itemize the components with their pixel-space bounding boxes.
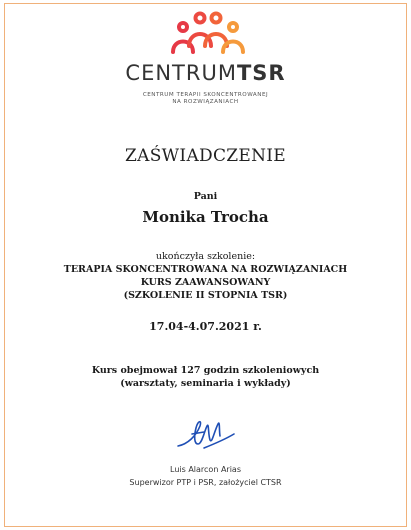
course-title-line1: TERAPIA SKONCENTROWANA NA ROZWIĄZANIACH xyxy=(63,264,348,275)
people-logo-icon xyxy=(170,8,246,58)
handwritten-signature xyxy=(174,414,238,454)
brand-name-light: CENTRUM xyxy=(125,61,237,85)
course-dates: 17.04-4.07.2021 r. xyxy=(149,320,262,333)
certificate-title: ZAŚWIADCZENIE xyxy=(125,146,286,166)
course-title-line3: (SZKOLENIE II STOPNIA TSR) xyxy=(123,290,288,301)
course-title-line2: KURS ZAAWANSOWANY xyxy=(140,277,271,288)
salutation: Pani xyxy=(193,191,218,202)
brand-subtitle-line1: CENTRUM TERAPII SKONCENTROWANEJ xyxy=(142,92,269,98)
course-hours-line2: (warsztaty, seminaria i wykłady) xyxy=(120,378,291,389)
completed-text: ukończyła szkolenie: xyxy=(155,251,256,262)
brand-subtitle-line2: NA ROZWIĄZANIACH xyxy=(172,99,239,105)
signatory-role: Superwizor PTP i PSR, założyciel CTSR xyxy=(129,478,282,487)
recipient-name: Monika Trocha xyxy=(142,208,269,226)
brand-name xyxy=(0,61,411,85)
brand-name-bold: TSR xyxy=(236,61,286,85)
course-hours-line1: Kurs obejmował 127 godzin szkoleniowych xyxy=(91,365,320,376)
signatory-name: Luis Alarcon Arias xyxy=(170,465,241,474)
